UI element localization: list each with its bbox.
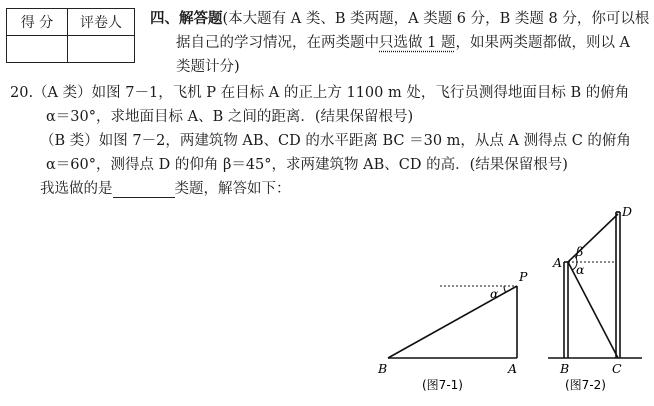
fig1-label-P: P — [519, 269, 528, 284]
section-desc-2c: ，如果两类题都做，则以 A — [455, 35, 631, 51]
score-header: 得 分 — [7, 9, 68, 36]
fig2-label-C: C — [612, 361, 622, 376]
q20-a-line2: α＝30°，求地面目标 A、B 之间的距离．(结果保留根号) — [46, 109, 414, 125]
fig1-label-B: B — [378, 361, 388, 376]
q20-a-line1: 20.（A 类）如图 7－1，飞机 P 在目标 A 的正上方 1100 m 处，飞行员测得地面目标 B 的俯角 — [10, 85, 630, 101]
choice-suffix: 类题，解答如下： — [174, 181, 291, 197]
fig2-caption: (图7-2) — [565, 378, 606, 392]
fig1-label-A: A — [508, 361, 518, 376]
choice-prefix: 我选做的是 — [40, 181, 113, 197]
q20-b-line1: （B 类）如图 7－2，两建筑物 AB、CD 的水平距离 BC ＝30 m，从点 A 测得点 C 的俯角 — [40, 133, 631, 149]
fig2-label-A: A — [553, 255, 563, 270]
fig2-label-D: D — [622, 204, 633, 219]
section-header-line3: 类题计分) — [176, 59, 240, 75]
fig1-angle-arc — [504, 286, 506, 292]
section-desc-1: (本大题有 A 类、B 类两题，A 类题 6 分，B 类题 8 分，你可以根 — [222, 11, 650, 27]
section-desc-2a: 据自己的学习情况，在两类题中 — [176, 35, 379, 51]
fig1-caption: (图7-1) — [422, 378, 463, 392]
fig2-label-B: B — [560, 361, 570, 376]
grader-header: 评卷人 — [68, 9, 135, 36]
figure-7-1 — [377, 269, 528, 392]
fig2-label-alpha: α — [576, 262, 585, 277]
fig1-label-alpha: α — [490, 286, 499, 301]
fig2-label-beta: β — [576, 244, 584, 259]
figure-7-2 — [548, 204, 642, 392]
section-title: 四、解答题 — [150, 10, 223, 27]
section-emphasis: 只选做 1 题 — [379, 35, 456, 51]
q20-b-line2: α＝60°，测得点 D 的仰角 β＝45°，求两建筑物 AB、CD 的高．(结果保留根号) — [46, 157, 568, 173]
